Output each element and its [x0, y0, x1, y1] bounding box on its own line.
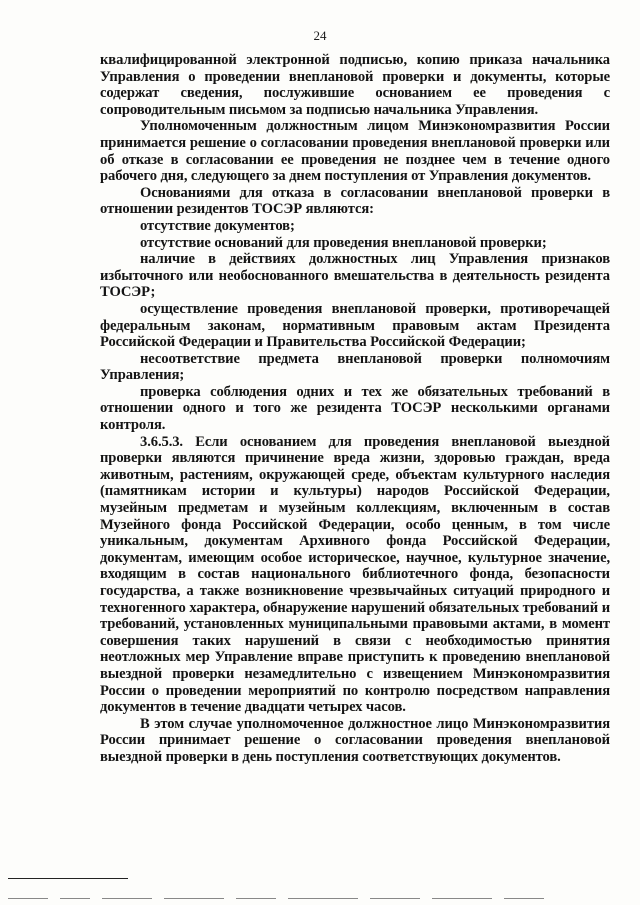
list-item-duplicate-inspection: проверка соблюдения одних и тех же обязательных требований в отношении одного и того же резидента ТОСЭР несколькими органами контроля.: [100, 383, 610, 434]
document-body: [100, 52, 610, 766]
list-item-excessive-interference: наличие в действиях должностных лиц Управления признаков избыточного или необоснованного вмешательства в деятельность резидента ТОСЭР;: [100, 251, 610, 301]
paragraph-decision: Уполномоченным должностным лицом Минэкономразвития России принимается решение о согласовании проведения внеплановой проверки или об отказе в согласовании ее проведения не позднее чем в течение одного рабочего дня, следующего за днем поступления от Управления документов.: [100, 118, 610, 185]
list-item-no-documents: отсутствие документов;: [140, 217, 295, 234]
paragraph-same-day-decision: В этом случае уполномоченное должностное лицо Минэкономразвития России принимает решение о согласовании проведения внеплановой выездной проверки в день поступления соответствующих документов.: [100, 715, 610, 765]
list-item-mismatch-powers: несоответствие предмета внеплановой проверки полномочиям Управления;: [100, 350, 610, 384]
list-item-contradicting-laws: осуществление проведения внеплановой проверки, противоречащей федеральным законам, нормативным правовым актам Президента Российской Федерации и Правительства Российской Федерации;: [100, 300, 610, 351]
paragraph-continuation: квалифицированной электронной подписью, копию приказа начальника Управления о проведении внеплановой проверки и документы, которые содержат сведения, послужившие основанием ее проведения с сопроводительным письмом за подписью начальника Управления.: [100, 52, 610, 118]
paragraph-refusal-grounds: Основаниями для отказа в согласовании внеплановой проверки в отношении резидентов ТОСЭР являются:: [100, 184, 610, 218]
footnote-separator: [8, 878, 128, 879]
list-item-no-grounds: отсутствие оснований для проведения внеплановой проверки;: [140, 234, 547, 251]
paragraph-section-3-6-5-3: 3.6.5.3. Если основанием для проведения внеплановой выездной проверки являются причинение вреда жизни, здоровью граждан, вреда животным, растениям, окружающей среде, объектам культурного наследия (памятникам истории и культуры) народов Российской Федерации, музейным предметам и музейным коллекциям, включенным в состав Музейного фонда Российской Федерации, особо ценным, в том числе уникальным, документам Архивного фонда Российской Федерации, документам, имеющим особое историческое, научное, культурное значение, входящим в состав национального библиотечного фонда, безопасности государства, а также возникновение чрезвычайных ситуаций природного и техногенного характера, обнаружение нарушений обязательных требований и требований, установленных муниципальными правовыми актами, в момент совершения таких нарушений в связи с необходимостью принятия неотложных мер Управление вправе приступить к проведению внеплановой выездной проверки незамедлительно с извещением Минэкономразвития России о проведении мероприятий по контролю посредством направления документов в течение двадцати четырех часов.: [100, 433, 610, 716]
scan-artifact-marks: [8, 898, 632, 902]
page-number: 24: [313, 28, 327, 43]
